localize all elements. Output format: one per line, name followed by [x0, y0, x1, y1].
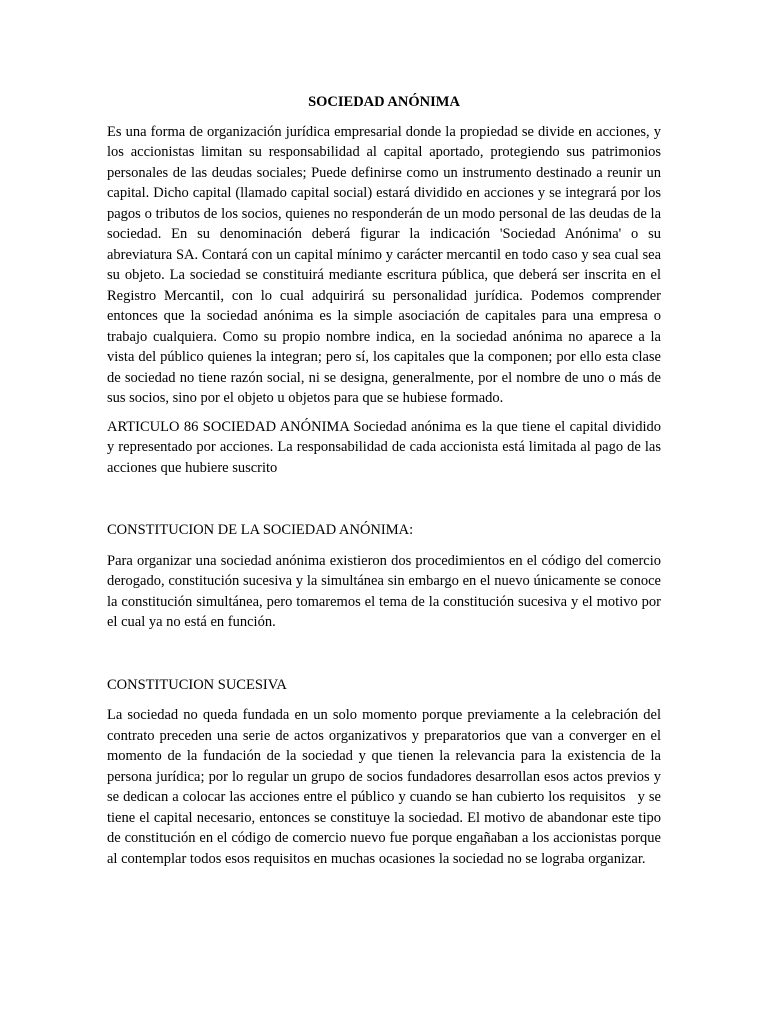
paragraph-procedimientos: Para organizar una sociedad anónima existieron dos procedimientos en el código del comercio derogado, constitución sucesiva y la simultánea sin embargo en el nuevo únicamente se conoce la constitución simultánea, pero tomaremos el tema de la constitución sucesiva y el motivo por el cual ya no está en función.: [107, 552, 661, 630]
spacer: [107, 486, 661, 520]
document-body: [107, 92, 665, 877]
paragraph-sucesiva: La sociedad no queda fundada en un solo momento porque previamente a la celebración del contrato preceden una serie de actos organizativos y preparatorios que van a converger en el momento de la fundación de la sociedad y que tienen la relevancia para la existencia de la persona jurídica; por lo regular un grupo de socios fundadores desarrollan esos actos previos y se dedican a colocar las acciones entre el público y cuando se han cubierto los requisitos y se tiene el capital necesario, entonces se constituye la sociedad. El motivo de abandonar este tipo de constitución en el código de comercio nuevo fue porque engañaban a los accionistas porque al contemplar todos esos requisitos en muchas ocasiones la sociedad no se lograba organizar.: [107, 707, 665, 867]
paragraph-articulo-86: ARTICULO 86 SOCIEDAD ANÓNIMA Sociedad anónima es la que tiene el capital dividido y representado por acciones. La responsabilidad de cada accionista está limitada al pago de las acciones que hubiere suscrito: [107, 418, 661, 476]
paragraph-definition: Es una forma de organización jurídica empresarial donde la propiedad se divide en acciones, y los accionistas limitan su responsabilidad al capital aportado, protegiendo sus patrimonios personales de las deudas sociales; Puede definirse como un instrumento destinado a reunir un capital. Dicho capital (llamado capital social) estará dividido en acciones y se integrará por los pagos o tributos de los socios, quienes no responderán de un modo personal de las deudas de la sociedad. En su denominación deberá figurar la indicación 'Sociedad Anónima' o su abreviatura SA. Contará con un capital mínimo y carácter mercantil en todo caso y sea cual sea su objeto. La sociedad se constituirá mediante escritura pública, que deberá ser inscrita en el Registro Mercantil, con lo cual adquirirá su personalidad jurídica. Podemos comprender entonces que la sociedad anónima es la simple asociación de capitales para una empresa o trabajo cualquiera. Como su propio nombre indica, en la sociedad anónima no aparece a la vista del público quienes la integran; pero sí, los capitales que la componen; por ello esta clase de sociedad no tiene razón social, ni se designa, generalmente, por el nombre de uno o más de sus socios, sino por el objeto u objetos para que se hubiese formado.: [107, 123, 661, 406]
heading-constitucion: CONSTITUCION DE LA SOCIEDAD ANÓNIMA:: [107, 522, 414, 538]
spacer: [107, 641, 661, 675]
heading-constitucion-sucesiva: CONSTITUCION SUCESIVA: [107, 676, 287, 693]
document-title: SOCIEDAD ANÓNIMA: [308, 94, 460, 110]
